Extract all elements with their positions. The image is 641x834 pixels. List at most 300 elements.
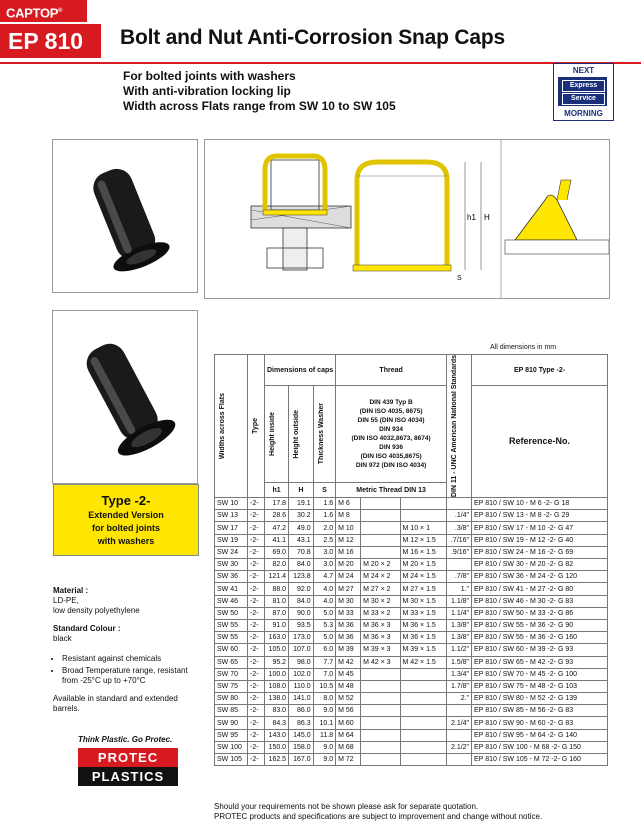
feature-list bbox=[123, 69, 396, 114]
table-cell: SW 13 bbox=[215, 510, 248, 522]
table-cell: 163.0 bbox=[265, 632, 289, 644]
feature-3: Width across Flats range from SW 10 to SW 105 bbox=[123, 99, 396, 113]
table-cell: -2- bbox=[248, 510, 265, 522]
type-line-1: Extended Version bbox=[88, 510, 164, 520]
material-value-2: low density polyethylene bbox=[53, 606, 140, 615]
table-cell: M 6 bbox=[336, 498, 361, 510]
page-title: Bolt and Nut Anti-Corrosion Snap Caps bbox=[120, 26, 505, 49]
table-cell: M 30 bbox=[336, 595, 361, 607]
table-cell: 6.0 bbox=[313, 644, 335, 656]
table-cell: 98.0 bbox=[289, 656, 314, 668]
badge-line2: Service bbox=[562, 93, 605, 105]
table-cell: 1.3/8" bbox=[447, 619, 472, 631]
express-service-badge bbox=[553, 63, 614, 121]
col-thickness: Thickness Washer bbox=[313, 386, 335, 483]
table-cell: 1.7/8" bbox=[447, 680, 472, 692]
type-line-3: with washers bbox=[97, 536, 155, 546]
snap-cap-image bbox=[53, 140, 197, 292]
product-photo-1 bbox=[52, 139, 198, 293]
table-cell: EP 810 / SW 19 - M 12 -2- G 40 bbox=[472, 534, 608, 546]
h1-label: h1 bbox=[467, 213, 476, 222]
table-cell: M 36 × 1.5 bbox=[400, 619, 447, 631]
col-reference: Reference-No. bbox=[472, 386, 608, 498]
cap-drawing bbox=[205, 140, 609, 298]
table-cell: M 36 bbox=[336, 619, 361, 631]
table-cell: SW 80 bbox=[215, 693, 248, 705]
table-cell: EP 810 / SW 105 - M 72 -2- G 160 bbox=[472, 754, 608, 766]
badge-top: NEXT bbox=[572, 66, 595, 75]
table-cell: -2- bbox=[248, 717, 265, 729]
table-cell: SW 46 bbox=[215, 595, 248, 607]
table-cell: 1.1/4" bbox=[447, 607, 472, 619]
table-row bbox=[215, 680, 608, 692]
table-cell: 9.0 bbox=[313, 741, 335, 753]
logo-bottom: PLASTICS bbox=[78, 767, 178, 786]
table-cell bbox=[361, 546, 400, 558]
table-cell: 2.1/2" bbox=[447, 741, 472, 753]
table-cell: 43.1 bbox=[289, 534, 314, 546]
table-row bbox=[215, 619, 608, 631]
table-cell: -2- bbox=[248, 754, 265, 766]
table-cell bbox=[400, 717, 447, 729]
technical-drawing bbox=[204, 139, 610, 299]
table-cell bbox=[400, 741, 447, 753]
table-cell: -2- bbox=[248, 583, 265, 595]
table-cell: 17.8 bbox=[265, 498, 289, 510]
slogan: Think Plastic. Go Protec. bbox=[78, 735, 173, 744]
table-cell bbox=[400, 754, 447, 766]
product-photo-2 bbox=[52, 310, 198, 484]
table-row bbox=[215, 571, 608, 583]
table-row bbox=[215, 754, 608, 766]
table-cell: SW 50 bbox=[215, 607, 248, 619]
table-cell bbox=[361, 510, 400, 522]
table-cell: 10.5 bbox=[313, 680, 335, 692]
table-cell: 167.0 bbox=[289, 754, 314, 766]
table-cell: SW 19 bbox=[215, 534, 248, 546]
table-cell: M 16 × 1.5 bbox=[400, 546, 447, 558]
table-cell: 87.0 bbox=[265, 607, 289, 619]
table-row bbox=[215, 559, 608, 571]
table-cell: -2- bbox=[248, 705, 265, 717]
col-dims: Dimensions of caps bbox=[265, 355, 336, 386]
table-cell: 2.1/4" bbox=[447, 717, 472, 729]
table-cell: M 36 × 3 bbox=[361, 619, 400, 631]
table-cell: EP 810 / SW 24 - M 16 -2- G 69 bbox=[472, 546, 608, 558]
table-row bbox=[215, 607, 608, 619]
table-cell: -2- bbox=[248, 522, 265, 534]
col-ep: EP 810 Type -2- bbox=[472, 355, 608, 386]
table-cell: EP 810 / SW 13 - M 8 -2- G 29 bbox=[472, 510, 608, 522]
footer-line-2: PROTEC products and specifications are subject to improvement and change without notice. bbox=[214, 812, 543, 821]
footer-line-1: Should your requirements not be shown please ask for separate quotation. bbox=[214, 802, 479, 811]
table-cell bbox=[361, 717, 400, 729]
table-cell: 1.3/4" bbox=[447, 668, 472, 680]
table-cell: 10.1 bbox=[313, 717, 335, 729]
table-cell bbox=[361, 498, 400, 510]
table-cell: M 24 bbox=[336, 571, 361, 583]
col-waf: Widths across Flats bbox=[215, 355, 248, 498]
table-cell: M 10 bbox=[336, 522, 361, 534]
table-cell: 110.0 bbox=[289, 680, 314, 692]
table-cell: M 27 bbox=[336, 583, 361, 595]
table-cell bbox=[400, 729, 447, 741]
table-cell: SW 90 bbox=[215, 717, 248, 729]
table-cell bbox=[361, 668, 400, 680]
table-cell bbox=[400, 680, 447, 692]
table-cell: M 33 × 1.5 bbox=[400, 607, 447, 619]
table-cell: M 64 bbox=[336, 729, 361, 741]
table-cell: M 42 × 3 bbox=[361, 656, 400, 668]
table-cell: .1/4" bbox=[447, 510, 472, 522]
bullet-chemicals: • Resistant against chemicals bbox=[62, 654, 203, 664]
table-row bbox=[215, 644, 608, 656]
feature-1: For bolted joints with washers bbox=[123, 69, 296, 83]
table-cell bbox=[361, 741, 400, 753]
table-cell: 84.0 bbox=[289, 595, 314, 607]
table-row bbox=[215, 693, 608, 705]
table-cell: SW 55 bbox=[215, 619, 248, 631]
table-cell: M 20 × 1.5 bbox=[400, 559, 447, 571]
table-cell: SW 100 bbox=[215, 741, 248, 753]
table-cell: 4.7 bbox=[313, 571, 335, 583]
sub-H: H bbox=[289, 483, 314, 498]
table-cell: 9.0 bbox=[313, 705, 335, 717]
table-cell bbox=[400, 510, 447, 522]
table-cell: -2- bbox=[248, 498, 265, 510]
table-row bbox=[215, 522, 608, 534]
table-cell: .3/8" bbox=[447, 522, 472, 534]
table-cell: EP 810 / SW 41 - M 27 -2- G 80 bbox=[472, 583, 608, 595]
table-cell: 108.0 bbox=[265, 680, 289, 692]
col-type: Type bbox=[248, 355, 265, 498]
table-cell: M 72 bbox=[336, 754, 361, 766]
table-cell: .9/16" bbox=[447, 546, 472, 558]
table-row bbox=[215, 717, 608, 729]
table-cell: M 10 × 1 bbox=[400, 522, 447, 534]
table-cell: SW 70 bbox=[215, 668, 248, 680]
table-cell: EP 810 / SW 60 - M 39 -2- G 93 bbox=[472, 644, 608, 656]
table-cell: EP 810 / SW 17 - M 10 -2- G 47 bbox=[472, 522, 608, 534]
table-cell bbox=[447, 754, 472, 766]
table-row bbox=[215, 534, 608, 546]
table-cell: 5.0 bbox=[313, 607, 335, 619]
table-cell: SW 95 bbox=[215, 729, 248, 741]
table-cell: EP 810 / SW 46 - M 30 -2- G 83 bbox=[472, 595, 608, 607]
spec-table bbox=[214, 354, 608, 766]
table-cell: 84.0 bbox=[289, 559, 314, 571]
table-cell: EP 810 / SW 65 - M 42 -2- G 93 bbox=[472, 656, 608, 668]
table-cell: M 27 × 2 bbox=[361, 583, 400, 595]
table-cell bbox=[447, 559, 472, 571]
table-cell: 173.0 bbox=[289, 632, 314, 644]
table-cell: 123.8 bbox=[289, 571, 314, 583]
table-row bbox=[215, 498, 608, 510]
table-cell: M 20 bbox=[336, 559, 361, 571]
table-cell: 9.0 bbox=[313, 754, 335, 766]
table-cell: EP 810 / SW 85 - M 56 -2- G 83 bbox=[472, 705, 608, 717]
table-cell: M 36 × 1.5 bbox=[400, 632, 447, 644]
feature-2: With anti-vibration locking lip bbox=[123, 84, 291, 98]
table-cell: 4.0 bbox=[313, 583, 335, 595]
table-row bbox=[215, 656, 608, 668]
table-cell: 88.0 bbox=[265, 583, 289, 595]
table-cell: 83.0 bbox=[265, 705, 289, 717]
table-cell: 1." bbox=[447, 583, 472, 595]
badge-line1: Express bbox=[562, 80, 605, 92]
table-row bbox=[215, 583, 608, 595]
table-cell: 158.0 bbox=[289, 741, 314, 753]
table-cell: 7.7 bbox=[313, 656, 335, 668]
table-cell: M 16 bbox=[336, 546, 361, 558]
table-cell: SW 85 bbox=[215, 705, 248, 717]
snap-cap-image-2 bbox=[53, 311, 197, 483]
type-line-2: for bolted joints bbox=[92, 523, 160, 533]
table-cell: 2." bbox=[447, 693, 472, 705]
table-cell bbox=[361, 729, 400, 741]
table-cell bbox=[400, 498, 447, 510]
table-cell bbox=[400, 668, 447, 680]
table-cell: 84.3 bbox=[265, 717, 289, 729]
table-cell: 141.0 bbox=[289, 693, 314, 705]
table-cell: 1.6 bbox=[313, 498, 335, 510]
table-cell: EP 810 / SW 36 - M 24 -2- G 120 bbox=[472, 571, 608, 583]
table-cell bbox=[361, 693, 400, 705]
table-cell: EP 810 / SW 90 - M 60 -2- G 83 bbox=[472, 717, 608, 729]
table-cell: 28.6 bbox=[265, 510, 289, 522]
dimensions-note: All dimensions in mm bbox=[490, 344, 557, 351]
table-cell: M 48 bbox=[336, 680, 361, 692]
table-cell: 1.6 bbox=[313, 510, 335, 522]
table-cell bbox=[361, 705, 400, 717]
table-cell: M 33 × 2 bbox=[361, 607, 400, 619]
table-cell: -2- bbox=[248, 729, 265, 741]
table-cell: -2- bbox=[248, 595, 265, 607]
table-cell: 92.0 bbox=[289, 583, 314, 595]
table-cell: M 36 bbox=[336, 632, 361, 644]
table-cell: 95.2 bbox=[265, 656, 289, 668]
H-label: H bbox=[484, 213, 490, 222]
title-divider bbox=[0, 62, 641, 64]
table-cell: M 42 bbox=[336, 656, 361, 668]
table-cell: 8.0 bbox=[313, 693, 335, 705]
table-cell: 138.0 bbox=[265, 693, 289, 705]
table-cell: 49.0 bbox=[289, 522, 314, 534]
table-cell: SW 17 bbox=[215, 522, 248, 534]
table-cell: SW 65 bbox=[215, 656, 248, 668]
table-row bbox=[215, 741, 608, 753]
table-cell: -2- bbox=[248, 741, 265, 753]
table-cell: -2- bbox=[248, 644, 265, 656]
table-cell: 162.5 bbox=[265, 754, 289, 766]
table-cell: 41.1 bbox=[265, 534, 289, 546]
din-standards: DIN 439 Typ B (DIN ISO 4035, 8675) DIN 55 (DIN ISO 4034) DIN 934 (DIN ISO 4032,8673, 8674) DIN 936 (DIN ISO 4035,8675) DIN 972 (DIN ISO 4034) bbox=[336, 386, 447, 483]
table-cell: SW 24 bbox=[215, 546, 248, 558]
sub-h1: h1 bbox=[265, 483, 289, 498]
table-cell: 1.1/8" bbox=[447, 595, 472, 607]
sub-S: S bbox=[313, 483, 335, 498]
table-cell: EP 810 / SW 50 - M 33 -2- G 86 bbox=[472, 607, 608, 619]
colour-label: Standard Colour : bbox=[53, 624, 121, 633]
table-cell: 91.0 bbox=[265, 619, 289, 631]
table-cell: M 12 × 1.5 bbox=[400, 534, 447, 546]
table-cell: M 27 × 1.5 bbox=[400, 583, 447, 595]
table-cell: 105.0 bbox=[265, 644, 289, 656]
table-cell: -2- bbox=[248, 693, 265, 705]
table-cell: 19.1 bbox=[289, 498, 314, 510]
table-cell: 70.8 bbox=[289, 546, 314, 558]
table-cell: 82.0 bbox=[265, 559, 289, 571]
table-cell: M 30 × 2 bbox=[361, 595, 400, 607]
table-cell: 2.0 bbox=[313, 522, 335, 534]
table-cell bbox=[447, 498, 472, 510]
table-cell: 2.5 bbox=[313, 534, 335, 546]
table-cell: -2- bbox=[248, 668, 265, 680]
table-cell: M 39 bbox=[336, 644, 361, 656]
table-cell: 1.5/8" bbox=[447, 656, 472, 668]
table-cell: M 8 bbox=[336, 510, 361, 522]
table-cell bbox=[400, 693, 447, 705]
table-cell: EP 810 / SW 80 - M 52 -2- G 139 bbox=[472, 693, 608, 705]
material-info bbox=[53, 586, 203, 714]
table-cell bbox=[447, 729, 472, 741]
table-cell: SW 41 bbox=[215, 583, 248, 595]
table-cell: 143.0 bbox=[265, 729, 289, 741]
table-cell bbox=[361, 680, 400, 692]
table-cell bbox=[400, 705, 447, 717]
table-cell: 3.0 bbox=[313, 546, 335, 558]
table-cell: SW 55 bbox=[215, 632, 248, 644]
material-label: Material : bbox=[53, 586, 89, 595]
table-cell: M 24 × 2 bbox=[361, 571, 400, 583]
table-cell: -2- bbox=[248, 619, 265, 631]
table-cell: SW 10 bbox=[215, 498, 248, 510]
table-cell: 4.0 bbox=[313, 595, 335, 607]
table-cell: EP 810 / SW 55 - M 36 -2- G 90 bbox=[472, 619, 608, 631]
table-cell: EP 810 / SW 95 - M 64 -2- G 140 bbox=[472, 729, 608, 741]
table-cell: -2- bbox=[248, 534, 265, 546]
table-cell: M 42 × 1.5 bbox=[400, 656, 447, 668]
table-cell: 7.0 bbox=[313, 668, 335, 680]
table-row bbox=[215, 595, 608, 607]
badge-bottom: MORNING bbox=[564, 109, 603, 118]
table-cell: EP 810 / SW 30 - M 20 -2- G 82 bbox=[472, 559, 608, 571]
logo-top: PROTEC bbox=[78, 748, 178, 767]
table-row bbox=[215, 729, 608, 741]
material-value-1: LD-PE, bbox=[53, 596, 79, 605]
table-cell: 107.0 bbox=[289, 644, 314, 656]
table-cell: -2- bbox=[248, 656, 265, 668]
table-cell: 121.4 bbox=[265, 571, 289, 583]
table-cell: M 60 bbox=[336, 717, 361, 729]
table-cell: M 30 × 1.5 bbox=[400, 595, 447, 607]
colour-value: black bbox=[53, 634, 72, 643]
protec-logo bbox=[78, 748, 178, 786]
table-cell bbox=[361, 534, 400, 546]
table-cell: M 39 × 1.5 bbox=[400, 644, 447, 656]
table-cell: -2- bbox=[248, 571, 265, 583]
table-cell: M 68 bbox=[336, 741, 361, 753]
table-cell: 47.2 bbox=[265, 522, 289, 534]
bullet-temperature: • Broad Temperature range, resistant from -25°C up to +70°C bbox=[62, 666, 203, 686]
table-cell: M 45 bbox=[336, 668, 361, 680]
col-height-inside: Height inside bbox=[265, 386, 289, 483]
table-cell: EP 810 / SW 75 - M 48 -2- G 103 bbox=[472, 680, 608, 692]
table-row bbox=[215, 510, 608, 522]
sub-metric: Metric Thread DIN 13 bbox=[336, 483, 447, 498]
table-cell: M 39 × 3 bbox=[361, 644, 400, 656]
footer-notes bbox=[214, 802, 542, 822]
table-cell: SW 60 bbox=[215, 644, 248, 656]
table-cell: M 56 bbox=[336, 705, 361, 717]
table-cell: 81.0 bbox=[265, 595, 289, 607]
table-cell: M 52 bbox=[336, 693, 361, 705]
table-cell: .7/16" bbox=[447, 534, 472, 546]
product-code: EP 810 bbox=[0, 24, 101, 58]
col-height-outside: Height outside bbox=[289, 386, 314, 483]
table-cell: 90.0 bbox=[289, 607, 314, 619]
table-cell bbox=[361, 754, 400, 766]
table-cell: -2- bbox=[248, 607, 265, 619]
table-cell: .7/8" bbox=[447, 571, 472, 583]
table-cell: 93.5 bbox=[289, 619, 314, 631]
table-cell: -2- bbox=[248, 632, 265, 644]
table-cell: 3.0 bbox=[313, 559, 335, 571]
table-row bbox=[215, 632, 608, 644]
table-cell: EP 810 / SW 10 - M 6 -2- G 18 bbox=[472, 498, 608, 510]
table-cell bbox=[447, 705, 472, 717]
table-row bbox=[215, 546, 608, 558]
table-cell: 1.3/8" bbox=[447, 632, 472, 644]
table-cell: 5.3 bbox=[313, 619, 335, 631]
col-unc: DIN 11 - UNC American National Standards bbox=[447, 355, 472, 498]
table-cell: M 36 × 3 bbox=[361, 632, 400, 644]
table-cell bbox=[361, 522, 400, 534]
table-cell: M 33 bbox=[336, 607, 361, 619]
table-cell: -2- bbox=[248, 546, 265, 558]
table-row bbox=[215, 705, 608, 717]
table-cell: 150.0 bbox=[265, 741, 289, 753]
availability-note: Available in standard and extended barrels. bbox=[53, 694, 178, 713]
table-cell: 11.8 bbox=[313, 729, 335, 741]
table-cell: -2- bbox=[248, 559, 265, 571]
S-label: S bbox=[457, 275, 462, 282]
table-cell: 86.3 bbox=[289, 717, 314, 729]
type-title: Type -2- bbox=[101, 493, 151, 508]
table-cell: 102.0 bbox=[289, 668, 314, 680]
table-cell: SW 105 bbox=[215, 754, 248, 766]
table-cell: 1.1/2" bbox=[447, 644, 472, 656]
table-cell: M 24 × 1.5 bbox=[400, 571, 447, 583]
table-cell: 69.0 bbox=[265, 546, 289, 558]
table-cell: 30.2 bbox=[289, 510, 314, 522]
table-cell: SW 75 bbox=[215, 680, 248, 692]
brand-label: CAPTOP® bbox=[0, 0, 87, 22]
table-cell: M 20 × 2 bbox=[361, 559, 400, 571]
table-cell: EP 810 / SW 55 - M 36 -2- G 160 bbox=[472, 632, 608, 644]
table-cell: 5.0 bbox=[313, 632, 335, 644]
table-cell: M 12 bbox=[336, 534, 361, 546]
table-cell: -2- bbox=[248, 680, 265, 692]
table-cell: SW 30 bbox=[215, 559, 248, 571]
table-cell: 100.0 bbox=[265, 668, 289, 680]
type-description-box bbox=[53, 484, 199, 556]
table-row bbox=[215, 668, 608, 680]
col-thread: Thread bbox=[336, 355, 447, 386]
table-cell: EP 810 / SW 70 - M 45 -2- G 100 bbox=[472, 668, 608, 680]
spec-table-body bbox=[215, 498, 608, 766]
table-cell: EP 810 / SW 100 - M 68 -2- G 150 bbox=[472, 741, 608, 753]
